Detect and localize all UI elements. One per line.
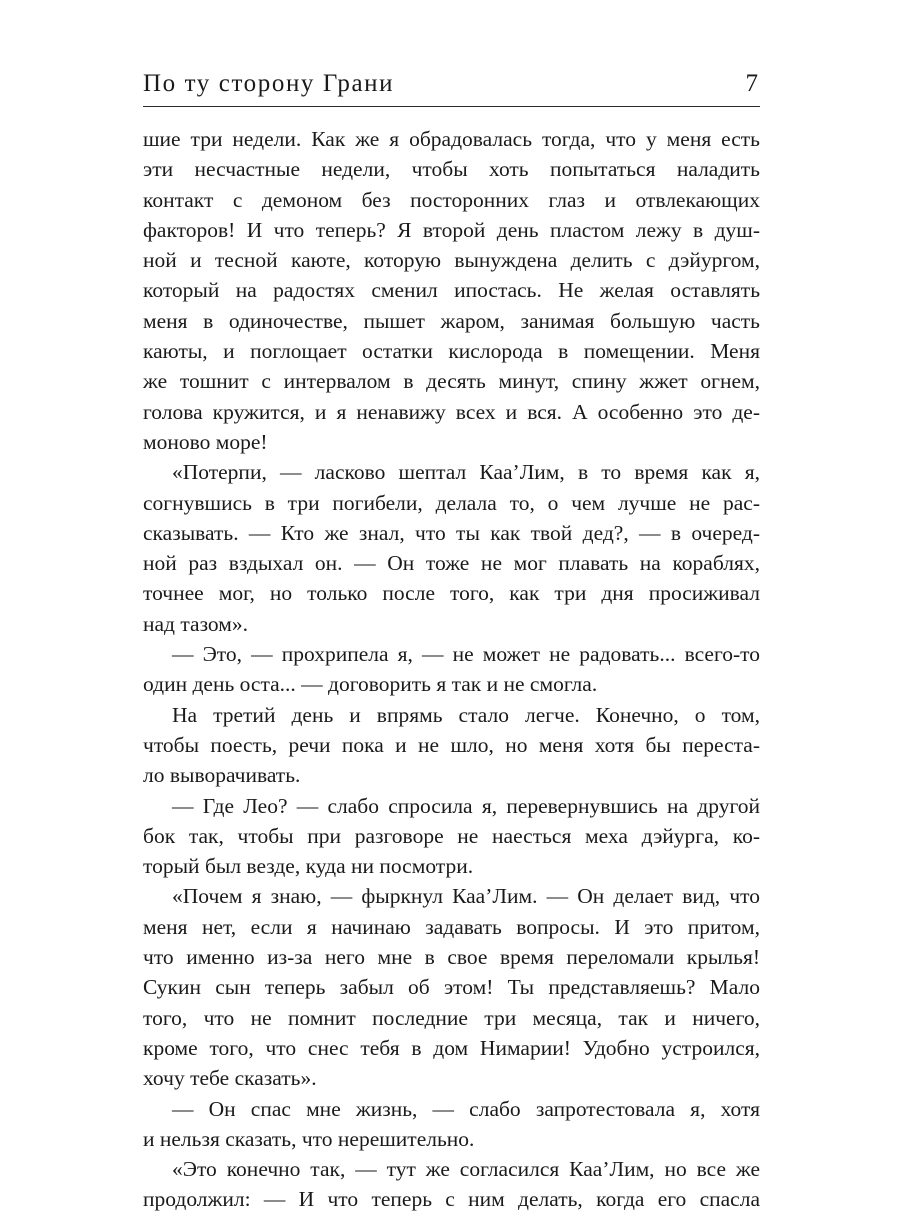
text-line: контакт с демоном без посторонних глаз и отвлекающих (143, 187, 760, 212)
text-line: шие три недели. Как же я обрадовалась тогда, что у меня есть (143, 127, 760, 151)
text-line: продолжил: — И что теперь с ним делать, когда его спасла (143, 1187, 760, 1212)
text-line: — Он спас мне жизнь, — слабо запротестовала я, хотя (172, 1096, 760, 1121)
text-line: торый был везде, куда ни посмотри. (143, 854, 474, 879)
text-line: же тошнит с интервалом в десять минут, спину жжет огнем, (143, 369, 760, 394)
text-line: бок так, чтобы при разговоре не наесться меха дэйурга, ко- (143, 823, 760, 848)
text-line: который на радостях сменил ипостась. Не желая оставлять (143, 278, 760, 303)
text-line: кроме того, что снес тебя в дом Нимарии! Удобно устроился, (143, 1035, 760, 1060)
page-number: 7 (745, 70, 758, 97)
text-line: над тазом». (143, 611, 249, 636)
text-line: согнувшись в три погибели, делала то, о чем лучше не рас- (143, 490, 760, 515)
text-line: и нельзя сказать, что нерешительно. (143, 1126, 475, 1151)
text-line: ло выворачивать. (143, 763, 301, 788)
running-header (143, 64, 760, 104)
text-line: каюты, и поглощает остатки кислорода в помещении. Меня (143, 339, 760, 364)
text-line: меня в одиночестве, пышет жаром, занимая большую часть (143, 308, 760, 333)
text-line: эти несчастные недели, чтобы хоть попытаться наладить (143, 157, 760, 182)
text-line: ной раз вздыхал он. — Он тоже не мог плавать на кораблях, (143, 551, 760, 576)
text-line: того, что не помнит последние три месяца, так и ничего, (143, 1005, 760, 1030)
text-line: Сукин сын теперь забыл об этом! Ты представляешь? Мало (143, 975, 760, 1000)
text-line: — Это, — прохрипела я, — не может не радовать... всего-то (172, 642, 760, 667)
text-line: точнее мог, но только после того, как три дня просиживал (143, 581, 760, 606)
text-line: — Где Лео? — слабо спросила я, перевернувшись на другой (172, 793, 760, 818)
header-rule (143, 106, 760, 107)
text-line: «Это конечно так, — тут же согласился Каа’Лим, но все же (172, 1157, 760, 1182)
text-line: что именно из-за него мне в свое время переломали крылья! (143, 945, 760, 970)
text-line: чтобы поесть, речи пока и не шло, но меня хотя бы переста- (143, 732, 760, 757)
text-line: «Почем я знаю, — фыркнул Каа’Лим. — Он делает вид, что (172, 884, 760, 909)
text-line: факторов! И что теперь? Я второй день пластом лежу в душ- (143, 217, 760, 242)
text-line: ной и тесной каюте, которую вынуждена делить с дэйургом, (143, 248, 760, 273)
text-line: голова кружится, и я ненавижу всех и вся. А особенно это де- (143, 399, 760, 424)
text-line: один день оста... — договорить я так и не смогла. (143, 672, 598, 697)
text-line: моново море! (143, 429, 268, 454)
text-line: сказывать. — Кто же знал, что ты как твой дед?, — в очеред- (143, 520, 760, 545)
text-line: меня нет, если я начинаю задавать вопросы. И это притом, (143, 914, 760, 939)
body-text (143, 124, 760, 1215)
text-line: На третий день и впрямь стало легче. Конечно, о том, (172, 702, 760, 727)
running-title: По ту сторону Грани (143, 70, 395, 97)
text-line: хочу тебе сказать». (143, 1066, 317, 1091)
text-line: «Потерпи, — ласково шептал Каа’Лим, в то время как я, (172, 460, 760, 485)
